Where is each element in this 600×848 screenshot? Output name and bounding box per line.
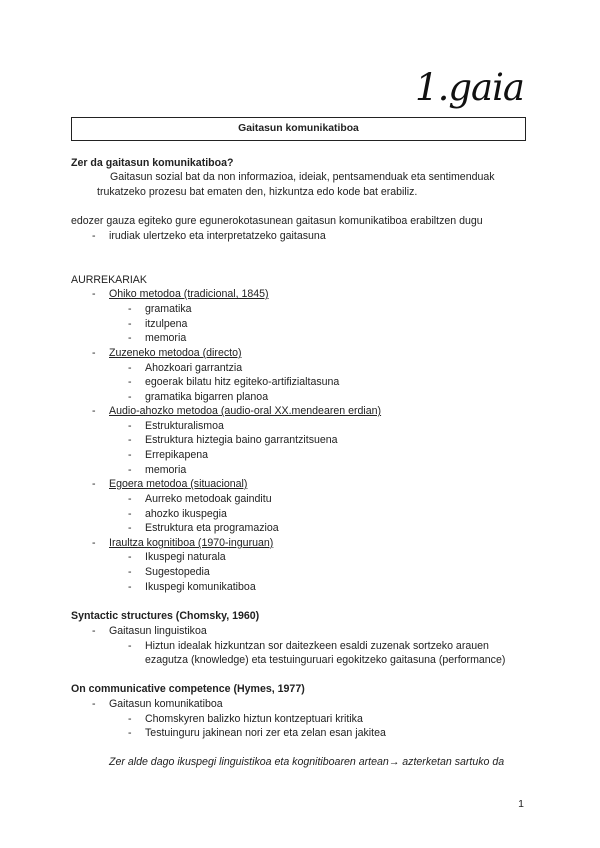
- bullet-dash: -: [92, 405, 96, 417]
- bullet-dash: -: [128, 332, 132, 344]
- method-item: gramatika bigarren planoa: [145, 391, 269, 403]
- syntactic-sub-line-2: ezagutza (knowledge) eta testuinguruari egokitzeko gaitasuna (performance): [145, 654, 506, 666]
- method-label: Egoera metodoa (situacional): [109, 478, 248, 490]
- syntactic-heading: Syntactic structures (Chomsky, 1960): [71, 610, 260, 622]
- bullet-dash: -: [128, 640, 132, 652]
- definition-line-2: trukatzeko prozesu bat ematen den, hizkuntza edo kode bat erabiliz.: [97, 186, 418, 198]
- bullet-dash: -: [128, 391, 132, 403]
- bullet-dash: -: [92, 478, 96, 490]
- section-title-box: Gaitasun komunikatiboa: [71, 117, 526, 141]
- question-heading: Zer da gaitasun komunikatiboa?: [71, 157, 234, 169]
- everyday-bullet: irudiak ulertzeko eta interpretatzeko gaitasuna: [109, 230, 326, 242]
- method-label: Audio-ahozko metodoa (audio-oral XX.mendearen erdian): [109, 405, 382, 417]
- method-label: Ohiko metodoa (tradicional, 1845): [109, 288, 269, 300]
- method-label: Iraultza kognitiboa (1970-inguruan): [109, 537, 274, 549]
- method-item: gramatika: [145, 303, 192, 315]
- bullet-dash: -: [128, 493, 132, 505]
- bullet-dash: -: [128, 362, 132, 374]
- method-item: Estrukturalismoa: [145, 420, 224, 432]
- bullet-dash: -: [128, 434, 132, 446]
- bullet-dash: -: [128, 303, 132, 315]
- bullet-dash: -: [128, 420, 132, 432]
- closing-note: Zer alde dago ikuspegi linguistikoa eta kognitiboaren artean→ azterketan sartuko da: [109, 756, 505, 768]
- communicative-item: Chomskyren balizko hiztun kontzeptuari kritika: [145, 713, 363, 725]
- bullet-dash: -: [128, 581, 132, 593]
- method-item: Estruktura eta programazioa: [145, 522, 279, 534]
- aurrekariak-heading: AURREKARIAK: [71, 274, 147, 286]
- communicative-bullet: Gaitasun komunikatiboa: [109, 698, 223, 710]
- bullet-dash: -: [128, 566, 132, 578]
- bullet-dash: -: [128, 551, 132, 563]
- method-item: itzulpena: [145, 318, 188, 330]
- method-item: memoria: [145, 332, 187, 344]
- communicative-heading: On communicative competence (Hymes, 1977): [71, 683, 305, 695]
- method-item: memoria: [145, 464, 187, 476]
- method-item: Aurreko metodoak gainditu: [145, 493, 272, 505]
- everyday-use-line: edozer gauza egiteko gure egunerokotasunean gaitasun komunikatiboa erabiltzen dugu: [71, 215, 483, 227]
- method-label: Zuzeneko metodoa (directo): [109, 347, 242, 359]
- bullet-dash: -: [92, 288, 96, 300]
- definition-line-1: Gaitasun sozial bat da non informazioa, ideiak, pentsamenduak eta sentimenduak: [110, 171, 495, 183]
- bullet-dash: -: [128, 713, 132, 725]
- syntactic-bullet: Gaitasun linguistikoa: [109, 625, 207, 637]
- method-item: Ikuspegi naturala: [145, 551, 226, 563]
- page-title: 1.gaia: [415, 66, 524, 109]
- bullet-dash: -: [128, 464, 132, 476]
- communicative-item: Testuinguru jakinean nori zer eta zelan esan jakitea: [145, 727, 386, 739]
- syntactic-sub-line-1: Hiztun idealak hizkuntzan sor daitezkeen esaldi zuzenak sortzeko arauen: [145, 640, 489, 652]
- bullet-dash: -: [128, 376, 132, 388]
- bullet-dash: -: [128, 508, 132, 520]
- bullet-dash: -: [128, 522, 132, 534]
- method-item: Ikuspegi komunikatiboa: [145, 581, 256, 593]
- method-item: Ahozkoari garrantzia: [145, 362, 243, 374]
- bullet-dash: -: [128, 318, 132, 330]
- method-item: Estruktura hiztegia baino garrantzitsuena: [145, 434, 338, 446]
- method-item: egoerak bilatu hitz egiteko-artifizialtasuna: [145, 376, 340, 388]
- bullet-dash: -: [92, 537, 96, 549]
- bullet-dash: -: [128, 449, 132, 461]
- bullet-dash: -: [128, 727, 132, 739]
- method-item: Sugestopedia: [145, 566, 210, 578]
- page-number: 1: [518, 798, 524, 810]
- method-item: ahozko ikuspegia: [145, 508, 227, 520]
- bullet-dash: -: [92, 698, 96, 710]
- bullet-dash: -: [92, 230, 96, 242]
- bullet-dash: -: [92, 347, 96, 359]
- method-item: Errepikapena: [145, 449, 209, 461]
- bullet-dash: -: [92, 625, 96, 637]
